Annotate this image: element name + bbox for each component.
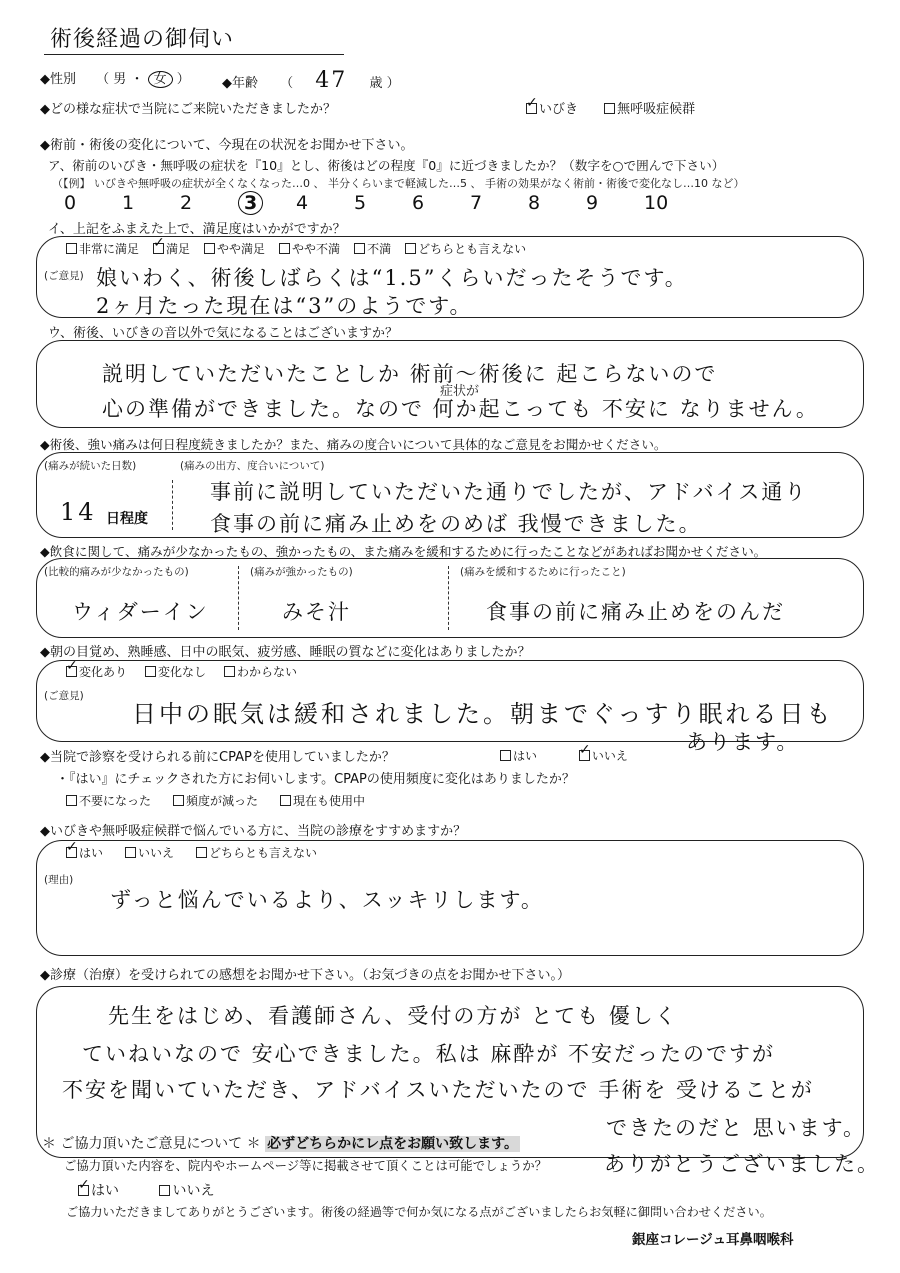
- q-cpap-sub: ・『はい』にチェックされた方にお伺いします。CPAPの使用頻度に変化はありましたか？: [56, 772, 575, 787]
- pain-days-value[interactable]: 14: [60, 498, 97, 526]
- morning-answer-line1[interactable]: 日中の眠気は緩和されました。朝までぐっすり眠れる日も: [132, 700, 834, 728]
- cpap-sub-option: [173, 794, 258, 808]
- q-change-example: （【例】 いびきや無呼吸の症状が全くなくなった…0 、 半分くらいまで軽減した…5 、 手術の効果がなく術前・術後で変化なし…10 など）: [52, 177, 745, 190]
- scale-option-4[interactable]: 4: [296, 192, 309, 214]
- cpap-options: はい ✓ いいえ: [500, 747, 628, 764]
- satisfaction-option-label: やや不満: [292, 242, 341, 256]
- impression-line5[interactable]: ありがとうございました。: [604, 1152, 880, 1176]
- consent-row: [42, 1133, 520, 1153]
- checkbox-apnea[interactable]: [604, 103, 615, 114]
- scale-option-3[interactable]: [238, 192, 296, 214]
- checkbox-consent-no[interactable]: [159, 1185, 170, 1196]
- consent-highlight: 必ずどちらかにレ点をお願い致します。: [267, 1136, 518, 1152]
- gender-male[interactable]: 男: [113, 72, 127, 87]
- page-title: 術後経過の御伺い: [50, 27, 235, 52]
- satisfaction-answer-line2[interactable]: 2ヶ月たった現在は“3”のようです。: [96, 294, 473, 318]
- food-col1-answer[interactable]: ウィダーイン: [72, 600, 209, 624]
- food-divider-1: [238, 566, 239, 630]
- morning-opinion-label: (ご意見): [44, 690, 84, 702]
- checkbox-cpap-no[interactable]: [579, 750, 590, 761]
- cpap-sub-checkbox[interactable]: [173, 795, 184, 806]
- pain-answer-line2[interactable]: 食事の前に痛み止めをのめば 我慢できました。: [210, 512, 702, 536]
- symptom-options: ✓ いびき 無呼吸症候群: [526, 98, 695, 117]
- scale-option-6[interactable]: 6: [412, 192, 425, 214]
- q-impression: ◆診療（治療）を受けられての感想をお聞かせ下さい。（お気づきの点をお聞かせ下さい。）: [40, 968, 570, 983]
- consent-options: ✓はい いいえ: [78, 1180, 214, 1200]
- cpap-sub-option-label: 不要になった: [79, 794, 152, 808]
- recommend-option-label: はい: [79, 846, 104, 860]
- checkbox-cpap-yes[interactable]: [500, 750, 511, 761]
- satisfaction-option-label: 非常に満足: [79, 242, 140, 256]
- gender-female-selected[interactable]: 女: [148, 71, 173, 88]
- impression-line3[interactable]: 不安を聞いていただき、アドバイスいただいたので 手術を 受けることが: [62, 1078, 814, 1102]
- footer-thanks: ご協力いただきましてありがとうございます。術後の経過等で何か気になる点がございましたらお気軽に御問い合わせください。: [66, 1205, 772, 1219]
- checkbox-snoring[interactable]: [526, 103, 537, 114]
- gender-label: ◆性別: [40, 72, 76, 87]
- satisfaction-answer-line1[interactable]: 娘いわく、術後しばらくは“1.5”くらいだったそうです。: [96, 266, 688, 290]
- age-label: ◆年齢: [222, 76, 258, 91]
- scale-option-10[interactable]: 10: [644, 192, 669, 214]
- cpap-sub-checkbox[interactable]: [66, 795, 77, 806]
- scale-option-9[interactable]: 9: [586, 192, 599, 214]
- q-pain: ◆術後、強い痛みは何日程度続きましたか？また、痛みの度合いについて具体的なご意見をお聞かせください。: [40, 437, 667, 452]
- age-row: ◆年齢 （ 47 歳 ）: [222, 68, 400, 93]
- satisfaction-option-label: やや満足: [217, 242, 266, 256]
- food-col2-label: (痛みが強かったもの): [250, 566, 353, 578]
- pain-divider: [172, 480, 173, 530]
- severity-scale: [64, 192, 702, 214]
- consent-question: ご協力頂いた内容を、院内やホームページ等に掲載させて頂くことは可能でしょうか？: [64, 1158, 547, 1173]
- cpap-sub-option-label: 頻度が減った: [186, 794, 259, 808]
- scale-option-5[interactable]: 5: [354, 192, 367, 214]
- q-symptom: ◆どの様な症状で当院にご来院いただきましたか？: [40, 102, 336, 117]
- checkbox-consent-yes[interactable]: [78, 1185, 89, 1196]
- scale-option-2[interactable]: 2: [180, 192, 193, 214]
- pain-detail-label: (痛みの出方、度合いについて): [180, 460, 325, 472]
- q-cpap: ◆当院で診察を受けられる前にCPAPを使用していましたか？: [40, 750, 395, 765]
- title-underline: [44, 54, 344, 55]
- recommend-reason-label: (理由): [44, 874, 74, 886]
- scale-option-7[interactable]: 7: [470, 192, 483, 214]
- food-divider-2: [448, 566, 449, 630]
- food-col1-label: (比較的痛みが少なかったもの): [44, 566, 189, 578]
- scale-option-0[interactable]: 0: [64, 192, 77, 214]
- cpap-sub-option: [280, 794, 365, 808]
- pain-answer-line1[interactable]: 事前に説明していただいた通りでしたが、アドバイス通り: [210, 480, 808, 504]
- other-answer-line2[interactable]: 心の準備ができました。なので 何か起こっても 不安に なりません。: [102, 397, 819, 421]
- gender-row: ◆性別 （ 男 ・ 女 ）: [40, 72, 190, 87]
- food-col3-answer[interactable]: 食事の前に痛み止めをのんだ: [486, 600, 785, 624]
- q-other: ウ、術後、いびきの音以外で気になることはございますか？: [48, 326, 398, 341]
- cpap-sub-option-label: 現在も使用中: [293, 794, 366, 808]
- q-change-sub-a: ア、術前のいびき・無呼吸の症状を『10』とし、術後はどの程度『0』に近づきましたか？（数字を○で囲んで下さい）: [48, 158, 725, 173]
- recommend-answer[interactable]: ずっと悩んでいるより、スッキリします。: [110, 888, 544, 912]
- age-value[interactable]: 47: [315, 68, 348, 93]
- cpap-sub-option: [66, 794, 151, 808]
- cpap-sub-checkbox[interactable]: [280, 795, 291, 806]
- q-satisfaction: イ、上記をふまえた上で、満足度はいかがですか？: [48, 222, 346, 237]
- q-change: ◆術前・術後の変化について、今現在の状況をお聞かせ下さい。: [40, 138, 414, 153]
- other-answer-insert[interactable]: 症状が: [440, 384, 480, 399]
- morning-option-label: 変化なし: [158, 665, 207, 679]
- other-answer-line1[interactable]: 説明していただいたことしか 術前～術後に 起こらないので: [102, 362, 718, 386]
- pain-days-label: (痛みが続いた日数): [44, 460, 137, 472]
- scale-option-8[interactable]: 8: [528, 192, 541, 214]
- pain-days-unit: 日程度: [106, 511, 148, 527]
- satisfaction-option-label: 満足: [166, 242, 191, 256]
- food-col2-answer[interactable]: みそ汁: [282, 600, 351, 624]
- q-food: ◆飲食に関して、痛みが少なかったもの、強かったもの、また痛みを緩和するために行ったことなどがあればお聞かせください。: [40, 544, 767, 559]
- morning-option-label: わからない: [237, 665, 298, 679]
- morning-answer-line2[interactable]: あります。: [686, 730, 800, 754]
- scale-selected: 3: [238, 191, 263, 215]
- cpap-sub-options: [66, 792, 387, 809]
- satisfaction-option-label: どちらとも言えない: [418, 242, 527, 256]
- q-morning: ◆朝の目覚め、熟睡感、日中の眠気、疲労感、睡眠の質などに変化はありましたか？: [40, 645, 531, 660]
- impression-line2[interactable]: ていねいなので 安心できました。私は 麻酔が 不安だったのですが: [82, 1042, 776, 1066]
- scale-option-1[interactable]: 1: [122, 192, 135, 214]
- q-recommend: ◆いびきや無呼吸症候群で悩んでいる方に、当院の診療をすすめますか？: [40, 824, 467, 839]
- age-unit: 歳: [369, 76, 383, 91]
- recommend-option-label: いいえ: [138, 846, 175, 860]
- impression-line4[interactable]: できたのだと 思います。: [606, 1116, 866, 1140]
- recommend-option-label: どちらとも言えない: [209, 846, 318, 860]
- footer-clinic: 銀座コレージュ耳鼻咽喉科: [632, 1232, 794, 1248]
- satisfaction-option-label: 不満: [367, 242, 392, 256]
- morning-option-label: 変化あり: [79, 665, 128, 679]
- consent-heading: ＊ ご協力頂いたご意見について ＊: [42, 1136, 261, 1152]
- food-col3-label: (痛みを緩和するために行ったこと): [460, 566, 626, 578]
- satisfaction-opinion-label: (ご意見): [44, 270, 84, 282]
- impression-line1[interactable]: 先生をはじめ、看護師さん、受付の方が とても 優しく: [108, 1004, 678, 1028]
